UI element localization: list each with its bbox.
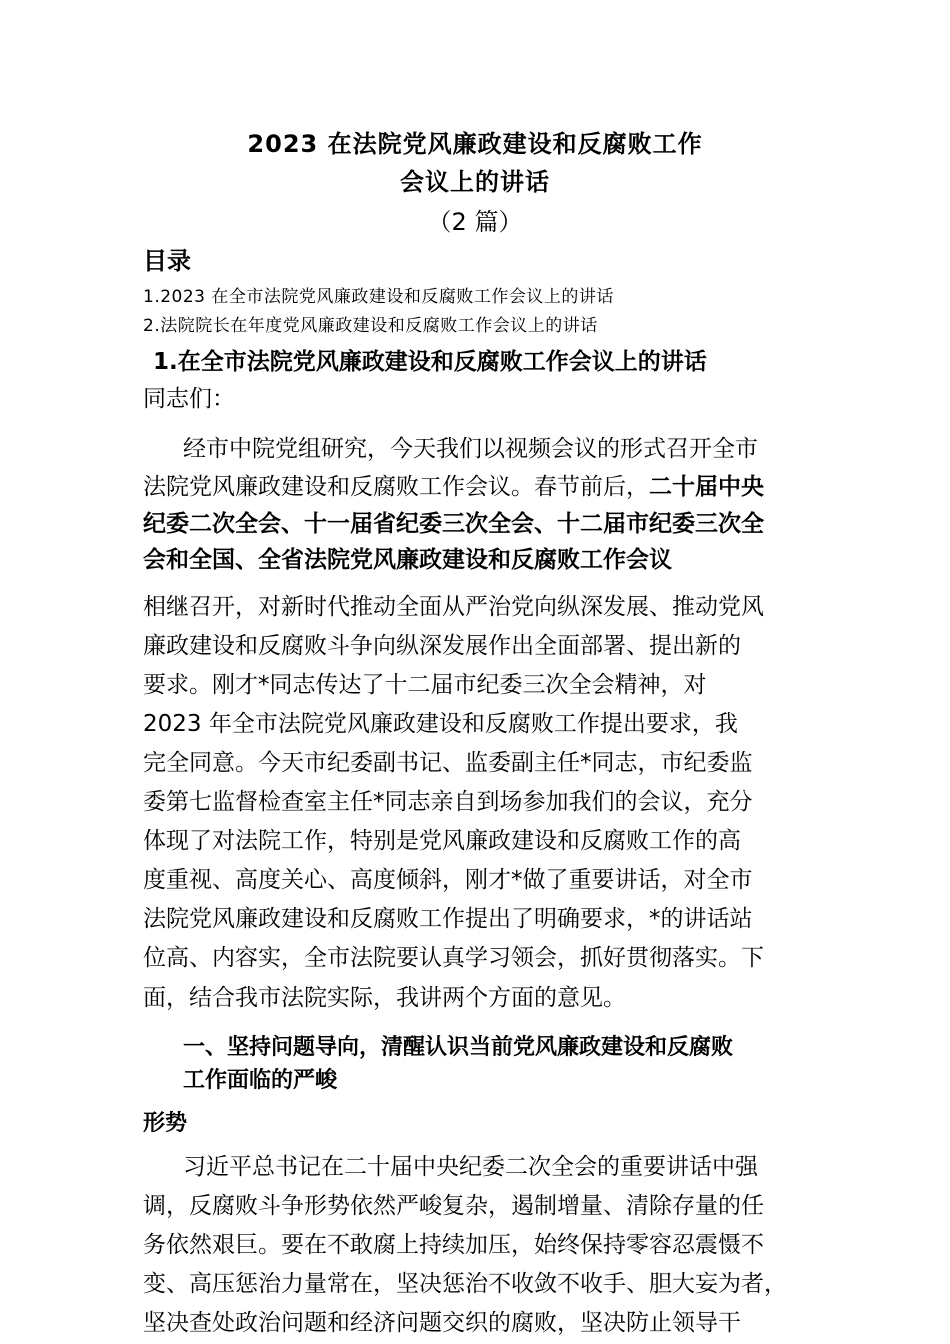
p2-line: 坚决查处政治问题和经济问题交织的腐败，坚决防止领导干 — [143, 1310, 741, 1336]
p1-line: 经市中院党组研究，今天我们以视频会议的形式召开全市 — [183, 436, 758, 462]
section-1-heading: 1.在全市法院党风廉政建设和反腐败工作会议上的讲话 — [153, 349, 707, 375]
subheading-1-line-1: 一、坚持问题导向，清醒认识当前党风廉政建设和反腐败 — [183, 1035, 734, 1060]
p1-line: 位高、内容实，全市法院要认真学习领会，抓好贯彻落实。下 — [143, 945, 764, 971]
title-line-2: 会议上的讲话 — [400, 168, 550, 196]
subheading-1-line-2: 工作面临的严峻 — [183, 1068, 338, 1093]
p1-bold-line: 纪委二次全会、十一届省纪委三次全会、十二届市纪委三次全 — [143, 511, 764, 537]
p2-line: 调，反腐败斗争形势依然严峻复杂，遏制增量、清除存量的任 — [143, 1193, 764, 1219]
p1-bold-text: 二十届中央 — [649, 474, 764, 500]
p1-line — [143, 468, 764, 501]
salutation: 同志们： — [143, 386, 235, 412]
p1-line: 相继召开，对新时代推动全面从严治党向纵深发展、推动党风 — [143, 594, 764, 620]
p1-bold-line: 会和全国、全省法院党风廉政建设和反腐败工作会议 — [143, 547, 672, 573]
p1-line: 要求。刚才*同志传达了十二届市纪委三次全会精神，对 — [143, 672, 707, 698]
p1-line: 度重视、高度关心、高度倾斜，刚才*做了重要讲话，对全市 — [143, 867, 753, 893]
title-line-3: （2 篇） — [427, 208, 523, 236]
toc-item-2[interactable]: 2.法院院长在年度党风廉政建设和反腐败工作会议上的讲话 — [143, 316, 598, 336]
p2-line: 变、高压惩治力量常在，坚决惩治不收敛不收手、胆大妄为者， — [143, 1271, 787, 1297]
p1-line: 廉政建设和反腐败斗争向纵深发展作出全面部署、提出新的 — [143, 633, 741, 659]
toc-heading: 目录 — [143, 247, 191, 275]
p1-line: 体现了对法院工作，特别是党风廉政建设和反腐败工作的高 — [143, 828, 741, 854]
p1-line: 面，结合我市法院实际，我讲两个方面的意见。 — [143, 985, 626, 1011]
p1-line-text: 法院党风廉政建设和反腐败工作会议。春节前后， — [143, 474, 649, 500]
p2-line: 务依然艰巨。要在不敢腐上持续加压，始终保持零容忍震慑不 — [143, 1232, 764, 1258]
toc-item-1[interactable]: 1.2023 在全市法院党风廉政建设和反腐败工作会议上的讲话 — [143, 287, 614, 307]
p1-line: 委第七监督检查室主任*同志亲自到场参加我们的会议，充分 — [143, 789, 753, 815]
title-line-1: 2023 在法院党风廉政建设和反腐败工作 — [247, 130, 703, 158]
p1-line: 法院党风廉政建设和反腐败工作提出了明确要求，*的讲话站 — [143, 906, 753, 932]
p1-line: 完全同意。今天市纪委副书记、监委副主任*同志，市纪委监 — [143, 750, 753, 776]
subheading-1-line-3: 形势 — [143, 1111, 188, 1136]
p2-line: 习近平总书记在二十届中央纪委二次全会的重要讲话中强 — [183, 1154, 758, 1180]
p1-line: 2023 年全市法院党风廉政建设和反腐败工作提出要求，我 — [143, 711, 738, 737]
